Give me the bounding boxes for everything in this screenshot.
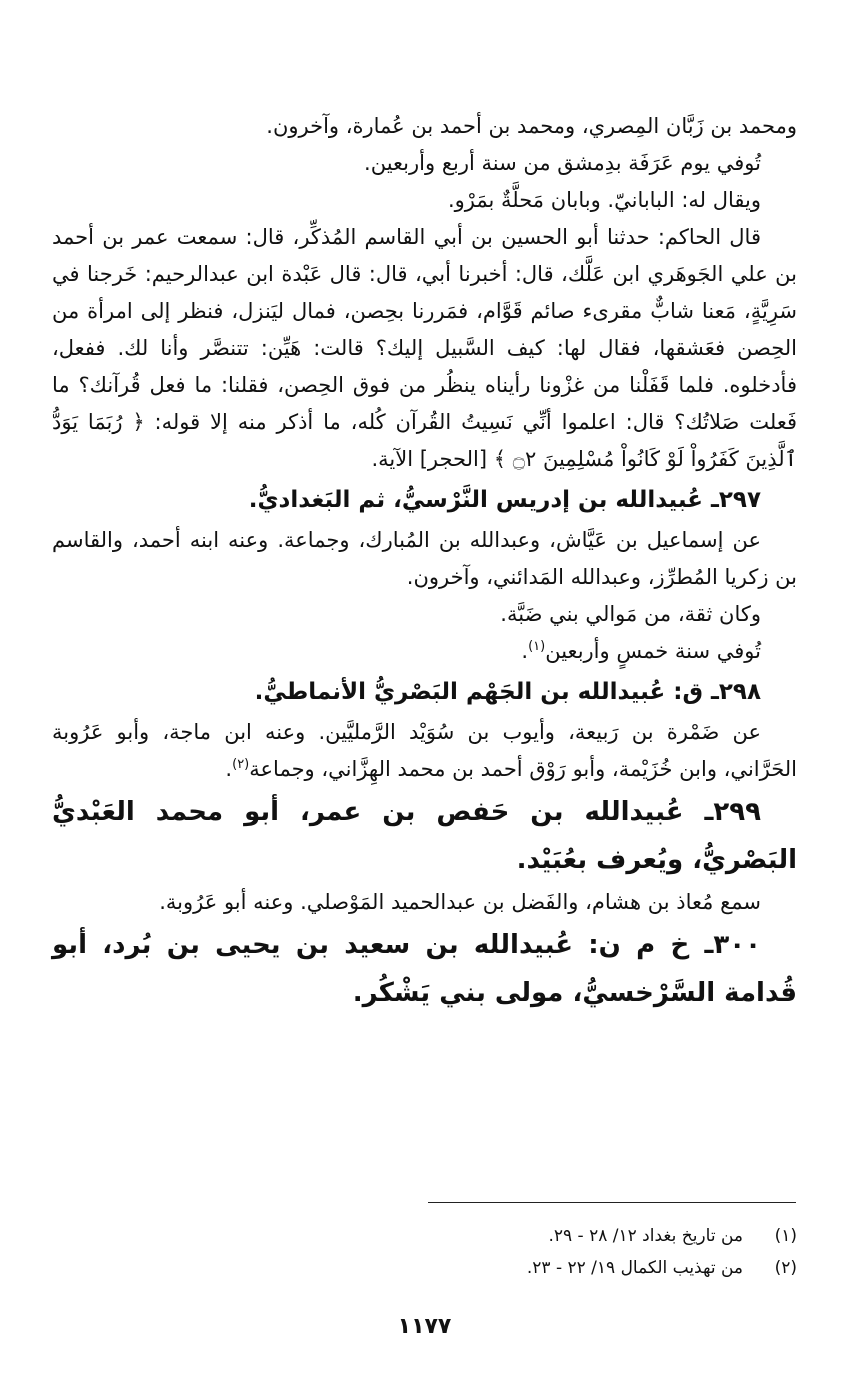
- paragraph-anecdote: [52, 219, 797, 478]
- entry-heading-300: ٣٠٠ـ خ م ن: عُبيدالله بن سعيد بن يحيى بن بُرد، أبو قُدامة السَّرْخسيُّ، مولى بني يَشْكُر.: [52, 930, 797, 1008]
- entry-heading-299: ٢٩٩ـ عُبيدالله بن حَفص بن عمر، أبو محمد العَبْديُّ البَصْريُّ، ويُعرف بعُبَيْد.: [52, 797, 797, 875]
- paragraph-death-date: تُوفي يوم عَرَفَة بدِمشق من سنة أربع وأربعين.: [364, 151, 761, 175]
- period: .: [521, 639, 529, 663]
- footnote-text: من تاريخ بغداد ١٢/ ٢٨ - ٢٩.: [548, 1226, 743, 1246]
- paragraph-entry-298: [52, 714, 797, 788]
- footnote-ref-2: (٢): [232, 757, 250, 772]
- verse-reference: [الحجر] الآية.: [371, 447, 488, 471]
- paragraph-entry-299: سمع مُعاذ بن هشام، والفَضل بن عبدالحميد المَوْصلي. وعنه أبو عَرُوبة.: [159, 890, 761, 914]
- death-text: تُوفي سنة خمسٍ وأربعين: [545, 639, 761, 663]
- footnote-number: (١): [774, 1226, 797, 1246]
- period: .: [225, 757, 233, 781]
- paragraph-entry-297-death: [52, 633, 797, 670]
- footnote-2: [52, 1252, 797, 1284]
- anecdote-text: قال الحاكم: حدثنا أبو الحسين بن أبي القاسم المُذكِّر، قال: سمعت عمر بن أحمد بن علي الجَوهَري ابن عَلَّك، قال: أخبرنا أبي، قال: قال عَبْدة ابن عبدالرحيم: خَرجنا في سَرِيَّةٍ، مَعنا شابٌّ مقرىء صائم قَوَّام، فمَررنا بحِصن، فمال ليَنزل، فنظر إلى امرأة من الحِصن فعَشقها، فقال لها: كيف السَّبيل إليك؟ قالت: هَيِّن: تتنصَّر وأنا لك. ففعل، فأدخلوه. فلما قَفَلْنا من غزْونا رأيناه ينظُر من فوق الحِصن، فقلنا: ما فعل قُرآنك؟ ما فَعلت صَلاتُك؟ قال: اعلموا أنِّي نَسِيتُ القُرآن كُله، ما أذكر منه إلا قوله:: [52, 225, 797, 434]
- footnotes: [52, 1220, 797, 1284]
- footnote-text: من تهذيب الكمال ١٩/ ٢٢ - ٢٣.: [526, 1258, 743, 1278]
- paragraph-entry-297-status: وكان ثقة، من مَوالي بني ضَبَّة.: [500, 602, 761, 626]
- footnote-number: (٢): [774, 1258, 797, 1278]
- paragraph-continuation: ومحمد بن زَبَّان المِصري، ومحمد بن أحمد بن عُمارة، وآخرون.: [266, 114, 797, 138]
- entry-heading-298: ٢٩٨ـ ق: عُبيدالله بن الجَهْم البَصْريُّ الأنماطيُّ.: [254, 679, 761, 705]
- footnote-divider: [428, 1202, 796, 1203]
- paragraph-entry-297-narrators: عن إسماعيل بن عَيَّاش، وعبدالله بن المُبارك، وجماعة. وعنه ابنه أحمد، والقاسم بن زكريا المُطرِّز، وعبدالله المَدائني، وآخرون.: [52, 528, 797, 589]
- narrators-text: عن ضَمْرة بن رَبيعة، وأيوب بن سُوَيْد الرَّمليَّين. وعنه ابن ماجة، وأبو عَرُوبة الحَرَّاني، وابن خُزَيْمة، وأبو رَوْق أحمد بن محمد الهِزَّاني، وجماعة: [52, 720, 797, 781]
- footnote-ref-1: (١): [528, 639, 546, 654]
- paragraph-nisba: ويقال له: البابانيّ. وبابان مَحلَّةٌ بمَرْو.: [447, 188, 761, 212]
- main-text: [52, 108, 797, 1017]
- quran-verse: ﴿ رُبَمَا يَوَدُّ ٱلَّذِينَ كَفَرُواْ لَوْ كَانُواْ مُسْلِمِينَ ۝٢ ﴾: [52, 410, 797, 471]
- page-number: ١١٧٧: [397, 1314, 452, 1339]
- entry-heading-297: ٢٩٧ـ عُبيدالله بن إدريس النَّرْسيُّ، ثم البَغداديُّ.: [248, 487, 761, 513]
- footnote-1: [52, 1220, 797, 1252]
